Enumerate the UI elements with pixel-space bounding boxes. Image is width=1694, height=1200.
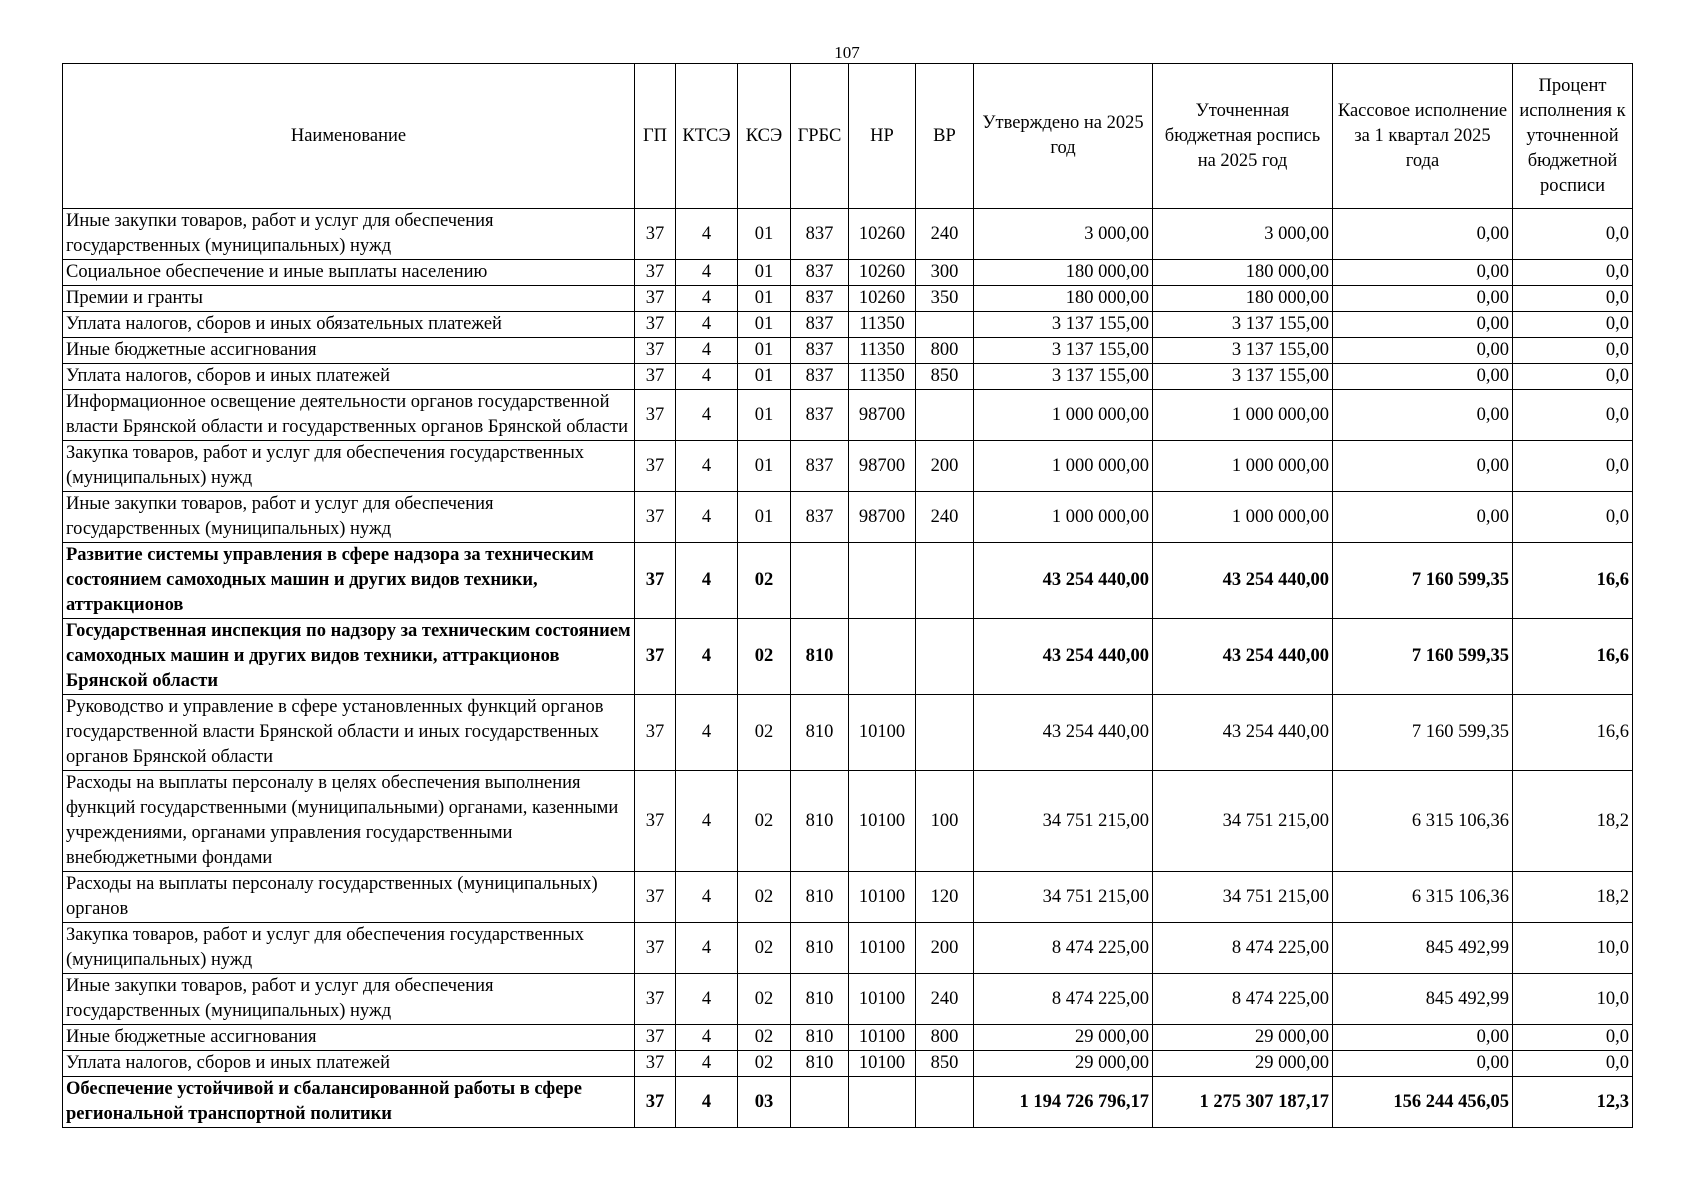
cell-np: 10100 — [849, 1025, 916, 1051]
cell-cash: 7 160 599,35 — [1333, 543, 1513, 619]
cell-cash: 0,00 — [1333, 209, 1513, 260]
cell-vr: 200 — [916, 441, 974, 492]
cell-grbs: 837 — [791, 260, 849, 286]
cell-name: Социальное обеспечение и иные выплаты населению — [63, 260, 635, 286]
header-gp: ГП — [635, 64, 676, 209]
cell-ktse: 4 — [676, 1025, 738, 1051]
cell-refined: 1 000 000,00 — [1153, 492, 1333, 543]
table-row — [63, 923, 1633, 974]
cell-cash: 0,00 — [1333, 441, 1513, 492]
cell-name: Информационное освещение деятельности органов государственной власти Брянской области и государственных органов Брянской области — [63, 390, 635, 441]
cell-refined: 180 000,00 — [1153, 286, 1333, 312]
table-row — [63, 312, 1633, 338]
cell-np: 10100 — [849, 771, 916, 872]
cell-name: Расходы на выплаты персоналу в целях обеспечения выполнения функций государственными (муниципальными) органами, казенными учреждениями, органами управления государственными внебюджетными фондами — [63, 771, 635, 872]
cell-ktse: 4 — [676, 441, 738, 492]
cell-kse: 03 — [738, 1077, 791, 1128]
cell-cash: 0,00 — [1333, 338, 1513, 364]
cell-refined: 1 000 000,00 — [1153, 441, 1333, 492]
page-number: 107 — [834, 43, 860, 62]
cell-vr — [916, 390, 974, 441]
cell-refined: 34 751 215,00 — [1153, 872, 1333, 923]
cell-approved: 8 474 225,00 — [974, 923, 1153, 974]
cell-approved: 3 137 155,00 — [974, 338, 1153, 364]
cell-kse: 02 — [738, 1025, 791, 1051]
table-row — [63, 695, 1633, 771]
cell-gp: 37 — [635, 260, 676, 286]
cell-grbs: 837 — [791, 390, 849, 441]
header-kse: КСЭ — [738, 64, 791, 209]
cell-percent: 0,0 — [1513, 1051, 1633, 1077]
header-refined: Уточненная бюджетная роспись на 2025 год — [1153, 64, 1333, 209]
cell-np: 98700 — [849, 390, 916, 441]
cell-gp: 37 — [635, 286, 676, 312]
cell-grbs: 810 — [791, 1025, 849, 1051]
cell-grbs: 837 — [791, 286, 849, 312]
header-name: Наименование — [63, 64, 635, 209]
cell-np — [849, 1077, 916, 1128]
cell-cash: 156 244 456,05 — [1333, 1077, 1513, 1128]
cell-percent: 0,0 — [1513, 1025, 1633, 1051]
cell-grbs: 837 — [791, 209, 849, 260]
table-row — [63, 1051, 1633, 1077]
cell-refined: 34 751 215,00 — [1153, 771, 1333, 872]
table-row — [63, 872, 1633, 923]
cell-refined: 43 254 440,00 — [1153, 619, 1333, 695]
cell-approved: 43 254 440,00 — [974, 619, 1153, 695]
cell-name: Государственная инспекция по надзору за техническим состоянием самоходных машин и других видов техники, аттракционов Брянской области — [63, 619, 635, 695]
cell-gp: 37 — [635, 209, 676, 260]
cell-percent: 0,0 — [1513, 209, 1633, 260]
header-approved: Утверждено на 2025 год — [974, 64, 1153, 209]
cell-name: Иные закупки товаров, работ и услуг для обеспечения государственных (муниципальных) нужд — [63, 974, 635, 1025]
cell-percent: 0,0 — [1513, 390, 1633, 441]
cell-gp: 37 — [635, 338, 676, 364]
cell-np: 10100 — [849, 872, 916, 923]
cell-cash: 0,00 — [1333, 286, 1513, 312]
header-ktse: КТСЭ — [676, 64, 738, 209]
table-body — [63, 209, 1633, 1128]
cell-approved: 1 000 000,00 — [974, 492, 1153, 543]
cell-vr: 850 — [916, 364, 974, 390]
cell-np: 10100 — [849, 695, 916, 771]
cell-ktse: 4 — [676, 209, 738, 260]
cell-ktse: 4 — [676, 312, 738, 338]
cell-cash: 6 315 106,36 — [1333, 771, 1513, 872]
cell-gp: 37 — [635, 1025, 676, 1051]
cell-percent: 0,0 — [1513, 338, 1633, 364]
cell-np: 10100 — [849, 1051, 916, 1077]
header-grbs: ГРБС — [791, 64, 849, 209]
cell-approved: 29 000,00 — [974, 1051, 1153, 1077]
cell-name: Уплата налогов, сборов и иных обязательных платежей — [63, 312, 635, 338]
cell-name: Иные закупки товаров, работ и услуг для обеспечения государственных (муниципальных) нужд — [63, 209, 635, 260]
header-np: НР — [849, 64, 916, 209]
cell-refined: 43 254 440,00 — [1153, 695, 1333, 771]
cell-percent: 0,0 — [1513, 492, 1633, 543]
cell-percent: 18,2 — [1513, 872, 1633, 923]
cell-percent: 0,0 — [1513, 286, 1633, 312]
cell-vr: 100 — [916, 771, 974, 872]
cell-approved: 1 194 726 796,17 — [974, 1077, 1153, 1128]
cell-gp: 37 — [635, 1051, 676, 1077]
cell-kse: 01 — [738, 260, 791, 286]
cell-approved: 34 751 215,00 — [974, 872, 1153, 923]
cell-np: 10260 — [849, 286, 916, 312]
table-row — [63, 441, 1633, 492]
header-cash: Кассовое исполнение за 1 квартал 2025 года — [1333, 64, 1513, 209]
cell-cash: 845 492,99 — [1333, 974, 1513, 1025]
cell-np: 10260 — [849, 209, 916, 260]
cell-vr: 850 — [916, 1051, 974, 1077]
cell-refined: 8 474 225,00 — [1153, 923, 1333, 974]
cell-gp: 37 — [635, 492, 676, 543]
cell-kse: 01 — [738, 441, 791, 492]
cell-percent: 0,0 — [1513, 312, 1633, 338]
cell-np — [849, 543, 916, 619]
cell-approved: 1 000 000,00 — [974, 390, 1153, 441]
cell-np: 10260 — [849, 260, 916, 286]
cell-np: 11350 — [849, 312, 916, 338]
cell-approved: 180 000,00 — [974, 286, 1153, 312]
table-row — [63, 619, 1633, 695]
cell-grbs: 837 — [791, 441, 849, 492]
cell-refined: 29 000,00 — [1153, 1051, 1333, 1077]
cell-name: Иные закупки товаров, работ и услуг для обеспечения государственных (муниципальных) нужд — [63, 492, 635, 543]
cell-cash: 7 160 599,35 — [1333, 619, 1513, 695]
cell-gp: 37 — [635, 441, 676, 492]
cell-grbs: 837 — [791, 312, 849, 338]
cell-vr — [916, 695, 974, 771]
cell-ktse: 4 — [676, 286, 738, 312]
cell-percent: 16,6 — [1513, 543, 1633, 619]
cell-np: 98700 — [849, 492, 916, 543]
cell-approved: 8 474 225,00 — [974, 974, 1153, 1025]
cell-ktse: 4 — [676, 1077, 738, 1128]
cell-percent: 10,0 — [1513, 923, 1633, 974]
cell-grbs: 810 — [791, 771, 849, 872]
cell-refined: 3 137 155,00 — [1153, 312, 1333, 338]
cell-refined: 3 000,00 — [1153, 209, 1333, 260]
cell-np — [849, 619, 916, 695]
table-row — [63, 364, 1633, 390]
cell-name: Иные бюджетные ассигнования — [63, 338, 635, 364]
table-row — [63, 1025, 1633, 1051]
table-row — [63, 974, 1633, 1025]
cell-refined: 1 000 000,00 — [1153, 390, 1333, 441]
cell-ktse: 4 — [676, 390, 738, 441]
cell-approved: 43 254 440,00 — [974, 543, 1153, 619]
cell-cash: 0,00 — [1333, 312, 1513, 338]
cell-ktse: 4 — [676, 338, 738, 364]
cell-vr: 350 — [916, 286, 974, 312]
cell-np: 98700 — [849, 441, 916, 492]
cell-cash: 0,00 — [1333, 1025, 1513, 1051]
cell-name: Закупка товаров, работ и услуг для обеспечения государственных (муниципальных) нужд — [63, 441, 635, 492]
cell-vr: 200 — [916, 923, 974, 974]
table-row — [63, 209, 1633, 260]
cell-refined: 43 254 440,00 — [1153, 543, 1333, 619]
cell-approved: 3 000,00 — [974, 209, 1153, 260]
cell-ktse: 4 — [676, 923, 738, 974]
cell-np: 10100 — [849, 923, 916, 974]
cell-ktse: 4 — [676, 260, 738, 286]
cell-vr — [916, 619, 974, 695]
cell-cash: 0,00 — [1333, 492, 1513, 543]
cell-grbs: 810 — [791, 974, 849, 1025]
cell-kse: 02 — [738, 771, 791, 872]
cell-approved: 3 137 155,00 — [974, 364, 1153, 390]
cell-kse: 01 — [738, 338, 791, 364]
cell-name: Расходы на выплаты персоналу государственных (муниципальных) органов — [63, 872, 635, 923]
cell-percent: 18,2 — [1513, 771, 1633, 872]
cell-refined: 3 137 155,00 — [1153, 364, 1333, 390]
table-row — [63, 286, 1633, 312]
table-row — [63, 390, 1633, 441]
cell-grbs: 810 — [791, 695, 849, 771]
cell-grbs: 810 — [791, 923, 849, 974]
cell-vr: 800 — [916, 1025, 974, 1051]
cell-gp: 37 — [635, 923, 676, 974]
cell-kse: 01 — [738, 286, 791, 312]
table-row — [63, 1077, 1633, 1128]
cell-vr — [916, 312, 974, 338]
header-row — [63, 64, 1633, 209]
cell-vr: 240 — [916, 209, 974, 260]
cell-refined: 180 000,00 — [1153, 260, 1333, 286]
cell-cash: 6 315 106,36 — [1333, 872, 1513, 923]
cell-vr: 240 — [916, 974, 974, 1025]
cell-gp: 37 — [635, 312, 676, 338]
cell-grbs — [791, 543, 849, 619]
cell-kse: 01 — [738, 390, 791, 441]
cell-grbs: 837 — [791, 364, 849, 390]
cell-grbs: 810 — [791, 619, 849, 695]
cell-approved: 3 137 155,00 — [974, 312, 1153, 338]
cell-ktse: 4 — [676, 695, 738, 771]
cell-approved: 1 000 000,00 — [974, 441, 1153, 492]
cell-gp: 37 — [635, 1077, 676, 1128]
table-row — [63, 771, 1633, 872]
cell-grbs: 837 — [791, 338, 849, 364]
cell-vr: 120 — [916, 872, 974, 923]
cell-gp: 37 — [635, 390, 676, 441]
cell-name: Иные бюджетные ассигнования — [63, 1025, 635, 1051]
cell-gp: 37 — [635, 543, 676, 619]
cell-percent: 10,0 — [1513, 974, 1633, 1025]
cell-ktse: 4 — [676, 771, 738, 872]
cell-ktse: 4 — [676, 872, 738, 923]
cell-vr — [916, 543, 974, 619]
header-percent: Процент исполнения к уточненной бюджетной росписи — [1513, 64, 1633, 209]
cell-percent: 0,0 — [1513, 441, 1633, 492]
cell-ktse: 4 — [676, 543, 738, 619]
cell-ktse: 4 — [676, 1051, 738, 1077]
cell-name: Обеспечение устойчивой и сбалансированной работы в сфере региональной транспортной политики — [63, 1077, 635, 1128]
cell-kse: 02 — [738, 695, 791, 771]
cell-kse: 02 — [738, 543, 791, 619]
cell-vr — [916, 1077, 974, 1128]
cell-grbs: 810 — [791, 1051, 849, 1077]
cell-kse: 02 — [738, 1051, 791, 1077]
cell-kse: 02 — [738, 872, 791, 923]
cell-percent: 16,6 — [1513, 695, 1633, 771]
header-vr: ВР — [916, 64, 974, 209]
cell-cash: 0,00 — [1333, 364, 1513, 390]
cell-approved: 34 751 215,00 — [974, 771, 1153, 872]
cell-gp: 37 — [635, 872, 676, 923]
cell-approved: 29 000,00 — [974, 1025, 1153, 1051]
cell-ktse: 4 — [676, 492, 738, 543]
cell-percent: 0,0 — [1513, 260, 1633, 286]
cell-np: 11350 — [849, 338, 916, 364]
cell-kse: 02 — [738, 974, 791, 1025]
cell-cash: 7 160 599,35 — [1333, 695, 1513, 771]
cell-vr: 800 — [916, 338, 974, 364]
cell-ktse: 4 — [676, 619, 738, 695]
cell-grbs — [791, 1077, 849, 1128]
budget-table — [62, 63, 1633, 1128]
cell-refined: 29 000,00 — [1153, 1025, 1333, 1051]
cell-kse: 01 — [738, 364, 791, 390]
cell-gp: 37 — [635, 695, 676, 771]
cell-percent: 0,0 — [1513, 364, 1633, 390]
cell-name: Уплата налогов, сборов и иных платежей — [63, 364, 635, 390]
table-row — [63, 543, 1633, 619]
cell-name: Премии и гранты — [63, 286, 635, 312]
cell-np: 11350 — [849, 364, 916, 390]
table-row — [63, 260, 1633, 286]
cell-vr: 240 — [916, 492, 974, 543]
cell-grbs: 810 — [791, 872, 849, 923]
cell-cash: 0,00 — [1333, 390, 1513, 441]
cell-approved: 43 254 440,00 — [974, 695, 1153, 771]
cell-kse: 01 — [738, 492, 791, 543]
cell-ktse: 4 — [676, 364, 738, 390]
cell-gp: 37 — [635, 974, 676, 1025]
cell-np: 10100 — [849, 974, 916, 1025]
cell-name: Развитие системы управления в сфере надзора за техническим состоянием самоходных машин и других видов техники, аттракционов — [63, 543, 635, 619]
cell-name: Руководство и управление в сфере установленных функций органов государственной власти Брянской области и иных государственных органов Брянской области — [63, 695, 635, 771]
cell-ktse: 4 — [676, 974, 738, 1025]
cell-kse: 02 — [738, 923, 791, 974]
cell-cash: 845 492,99 — [1333, 923, 1513, 974]
cell-name: Уплата налогов, сборов и иных платежей — [63, 1051, 635, 1077]
cell-gp: 37 — [635, 619, 676, 695]
cell-kse: 01 — [738, 209, 791, 260]
cell-grbs: 837 — [791, 492, 849, 543]
cell-refined: 3 137 155,00 — [1153, 338, 1333, 364]
cell-kse: 02 — [738, 619, 791, 695]
table-row — [63, 492, 1633, 543]
cell-vr: 300 — [916, 260, 974, 286]
cell-cash: 0,00 — [1333, 1051, 1513, 1077]
cell-percent: 12,3 — [1513, 1077, 1633, 1128]
cell-kse: 01 — [738, 312, 791, 338]
cell-name: Закупка товаров, работ и услуг для обеспечения государственных (муниципальных) нужд — [63, 923, 635, 974]
cell-refined: 8 474 225,00 — [1153, 974, 1333, 1025]
cell-percent: 16,6 — [1513, 619, 1633, 695]
cell-approved: 180 000,00 — [974, 260, 1153, 286]
cell-cash: 0,00 — [1333, 260, 1513, 286]
cell-refined: 1 275 307 187,17 — [1153, 1077, 1333, 1128]
cell-gp: 37 — [635, 364, 676, 390]
cell-gp: 37 — [635, 771, 676, 872]
table-row — [63, 338, 1633, 364]
